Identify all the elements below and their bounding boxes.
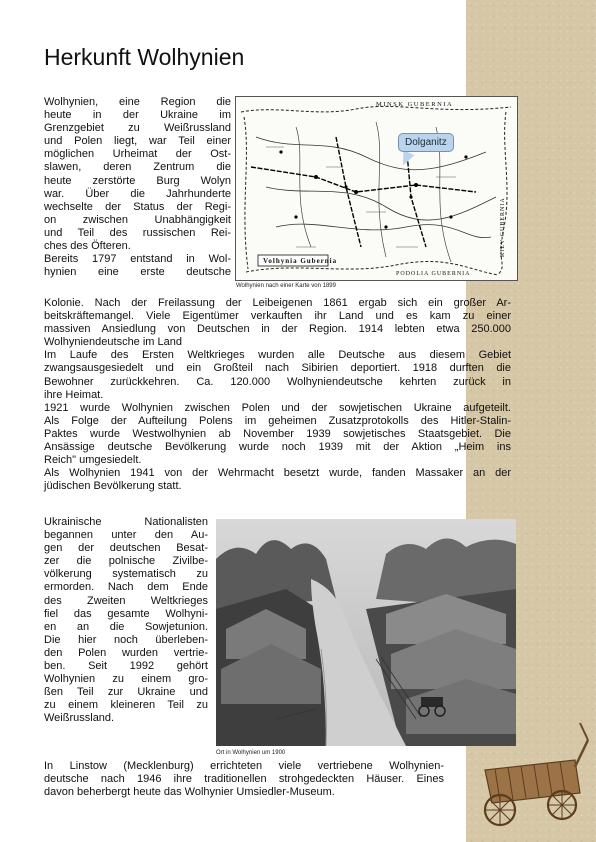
text-line: Ansässige deutsche Bevölkerung wurde noch 1939 mit der Aktion „Heim ins <box>44 441 511 454</box>
text-line: ben. Seit 1992 gehört <box>44 660 208 673</box>
text-line: Wolhynien zu einem gro- <box>44 673 208 686</box>
text-line: möglichen Urheimat der Ost- <box>44 148 231 161</box>
intro-paragraph <box>44 96 231 279</box>
map-callout-label: Dolganitz <box>398 133 454 152</box>
text-line: massiven Ansiedlung von Deutschen in der Region. 1914 lebten etwa 250.000 <box>44 323 511 336</box>
text-line: fiel das gesamte Wolhyni- <box>44 607 208 620</box>
text-line: Weißrussland. <box>44 712 115 725</box>
text-line: Bereits 1797 entstand in Wol- <box>44 253 231 266</box>
map-label-volhynia: Volhynia Gubernia <box>263 257 338 265</box>
historic-map <box>235 96 518 281</box>
text-line: zu einem kleineren Teil zu <box>44 699 208 712</box>
map-label-podolia: PODOLIA GUBERNIA <box>396 271 471 277</box>
village-photo-drawing <box>216 519 516 746</box>
text-line: beitskräftemangel. Viele Eigentümer verkauften ihr Land und es kam zu einer <box>44 310 511 323</box>
text-line: den Polen wurden vertrie- <box>44 646 208 659</box>
text-line: heute in der Ukraine im <box>44 109 231 122</box>
page-title: Herkunft Wolhynien <box>44 44 245 70</box>
text-line: Bewohner zurückkehren. Ca. 120.000 Wolhyniendeutsche kehrten zurück in <box>44 375 511 388</box>
text-line: Reich" umgesiedelt. <box>44 454 142 467</box>
historic-photo <box>216 519 516 746</box>
map-label-minsk: MINSK GUBERNIA <box>376 101 454 108</box>
text-line: davon beherbergt heute das Wolhynier Umsiedler-Museum. <box>44 786 335 799</box>
text-line: hynien eine erste deutsche <box>44 266 231 279</box>
text-line: Paktes wurde Westwolhynien ab November 1939 sowjetisches Staatsgebiet. Die <box>44 427 511 440</box>
text-line: völkerung systematisch zu <box>44 568 208 581</box>
wooden-cart-illustration <box>470 715 590 830</box>
text-line: zer die polnische Zivilbe- <box>44 555 208 568</box>
text-line: und Teil des russischen Rei- <box>44 226 231 239</box>
map-label-kiev: KIEV GUBERNIA <box>500 197 506 257</box>
text-line: Kolonie. Nach der Freilassung der Leibeigenen 1861 ergab sich ein großer Ar- <box>44 297 511 309</box>
text-line: Grenzgebiet zu Weißrussland <box>44 122 231 135</box>
text-line: Wolhynien, eine Region die <box>44 96 231 108</box>
text-line: des Zweiten Weltkrieges <box>44 594 208 607</box>
text-line: en an die Sowjetunion. <box>44 620 208 633</box>
photo-caption: Ort in Wolhynien um 1900 <box>216 750 286 756</box>
map-caption: Wolhynien nach einer Karte von 1899 <box>236 283 336 289</box>
text-line: und Polen liegt, war Teil einer <box>44 135 231 148</box>
text-line: In Linstow (Mecklenburg) errichteten viele vertriebene Wolhynien- <box>44 760 444 772</box>
text-line: heute zerstörte Burg Wolyn <box>44 174 231 187</box>
ukraine-paragraph <box>44 516 208 726</box>
text-line: war. Über die Jahrhunderte <box>44 187 231 200</box>
text-line: Als Wolhynien 1941 von der Wehrmacht besetzt wurde, fanden Massaker an der <box>44 467 511 480</box>
cart-drawing <box>470 715 590 830</box>
final-paragraph <box>44 760 444 799</box>
text-line: jüdischen Bevölkerung statt. <box>44 480 182 493</box>
text-line: zwangsausgesiedelt und ein Großteil nach Sibirien deportiert. 1918 durften die <box>44 362 511 375</box>
text-line: on zwischen Unabhängigkeit <box>44 213 231 226</box>
text-line: begannen unter den Au- <box>44 529 208 542</box>
text-line: deutsche nach 1946 ihre traditionellen strohgedeckten Häuser. Eines <box>44 773 444 786</box>
text-line: 1921 wurde Wolhynien zwischen Polen und der sowjetischen Ukraine aufgeteilt. <box>44 401 511 414</box>
text-line: Die hier noch überleben- <box>44 633 208 646</box>
map-drawing <box>236 97 517 280</box>
text-line: Ukrainische Nationalisten <box>44 516 208 528</box>
text-line: ermorden. Nach dem Ende <box>44 581 208 594</box>
text-line: ihre Heimat. <box>44 388 104 401</box>
text-line: wechselte der Status der Regi- <box>44 200 231 213</box>
text-line: gen der deutschen Besat- <box>44 542 208 555</box>
text-line: Im Laufe des Ersten Weltkrieges wurden alle Deutsche aus diesem Gebiet <box>44 349 511 362</box>
text-line: Wolhyniendeutsche im Land <box>44 336 182 349</box>
text-line: ches des Öfteren. <box>44 240 131 253</box>
text-line: slawen, deren Zentrum die <box>44 161 231 174</box>
text-line: ßen Teil zur Ukraine und <box>44 686 208 699</box>
body-paragraphs <box>44 297 511 493</box>
text-line: Als Folge der Aufteilung Polens im geheimen Zusatzprotokolls des Hitler-Stalin- <box>44 414 511 427</box>
